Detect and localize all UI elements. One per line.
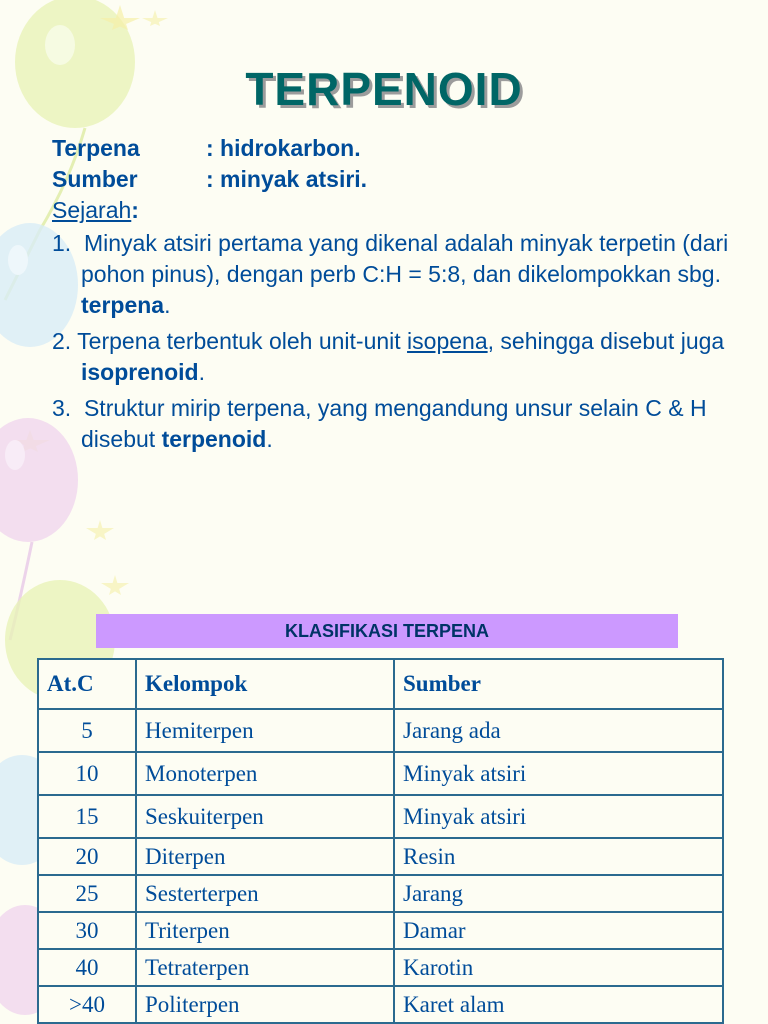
header-kelompok: Kelompok [136,659,394,709]
history-item-number: 1. [52,230,84,256]
cell-sumber: Jarang [394,875,723,912]
definition-terpena [52,133,752,164]
definition-sumber [52,164,752,195]
history-text-bold: terpenoid [161,426,267,452]
intro-section [52,133,752,455]
table-header-row [38,659,723,709]
page-title: TERPENOID [245,63,523,115]
cell-kelompok: Hemiterpen [136,709,394,752]
history-item-1 [52,228,752,321]
definition-value: : minyak atsiri. [206,166,368,192]
history-text-part: Minyak atsiri pertama yang dikenal adalah minyak terpetin (dari pohon pinus), dengan perb C:H = 5:8, dan dikelompokkan sbg. [81,230,729,287]
table-row [38,875,723,912]
history-heading-colon: : [131,197,139,223]
table-row [38,986,723,1023]
cell-kelompok: Sesterterpen [136,875,394,912]
definition-label: Sumber [52,166,138,192]
history-text-part: , sehingga disebut juga [487,328,725,354]
header-atc: At.C [38,659,136,709]
definition-label: Terpena [52,135,140,161]
cell-kelompok: Politerpen [136,986,394,1023]
cell-kelompok: Tetraterpen [136,949,394,986]
history-text-bold: terpena [81,292,165,318]
header-sumber: Sumber [394,659,723,709]
cell-sumber: Karotin [394,949,723,986]
cell-kelompok: Diterpen [136,838,394,875]
cell-kelompok: Monoterpen [136,752,394,795]
cell-kelompok: Triterpen [136,912,394,949]
table-row [38,949,723,986]
cell-sumber: Minyak atsiri [394,752,723,795]
cell-sumber: Resin [394,838,723,875]
classification-table [37,658,724,1024]
history-text-underlined: isopena [407,328,488,354]
history-heading [52,195,752,226]
history-item-text [52,393,752,455]
definition-value: : hidrokarbon. [206,135,361,161]
cell-atc: 5 [38,709,136,752]
history-text-part: . [198,359,205,385]
table-row [38,752,723,795]
history-item-text [52,326,752,388]
table-row [38,838,723,875]
cell-atc: 40 [38,949,136,986]
history-item-text [52,228,752,321]
history-text-part: . [266,426,273,452]
history-heading-text: Sejarah [52,197,132,223]
cell-atc: 20 [38,838,136,875]
cell-sumber: Jarang ada [394,709,723,752]
history-text-part: Terpena terbentuk oleh unit-unit [77,328,408,354]
history-text-part: Struktur mirip terpena, yang mengandung unsur selain C & H disebut [81,395,707,452]
history-item-3 [52,393,752,455]
cell-sumber: Damar [394,912,723,949]
cell-kelompok: Seskuiterpen [136,795,394,838]
cell-atc: 10 [38,752,136,795]
history-text-bold: isoprenoid [81,359,199,385]
cell-sumber: Minyak atsiri [394,795,723,838]
history-text-part: . [164,292,171,318]
history-item-2 [52,326,752,388]
history-item-number: 3. [52,395,84,421]
cell-atc: >40 [38,986,136,1023]
cell-atc: 25 [38,875,136,912]
classification-title: KLASIFIKASI TERPENA [96,614,678,648]
table-row [38,912,723,949]
cell-atc: 30 [38,912,136,949]
cell-sumber: Karet alam [394,986,723,1023]
history-item-number: 2. [52,328,78,354]
cell-atc: 15 [38,795,136,838]
table-row [38,795,723,838]
table-row [38,709,723,752]
